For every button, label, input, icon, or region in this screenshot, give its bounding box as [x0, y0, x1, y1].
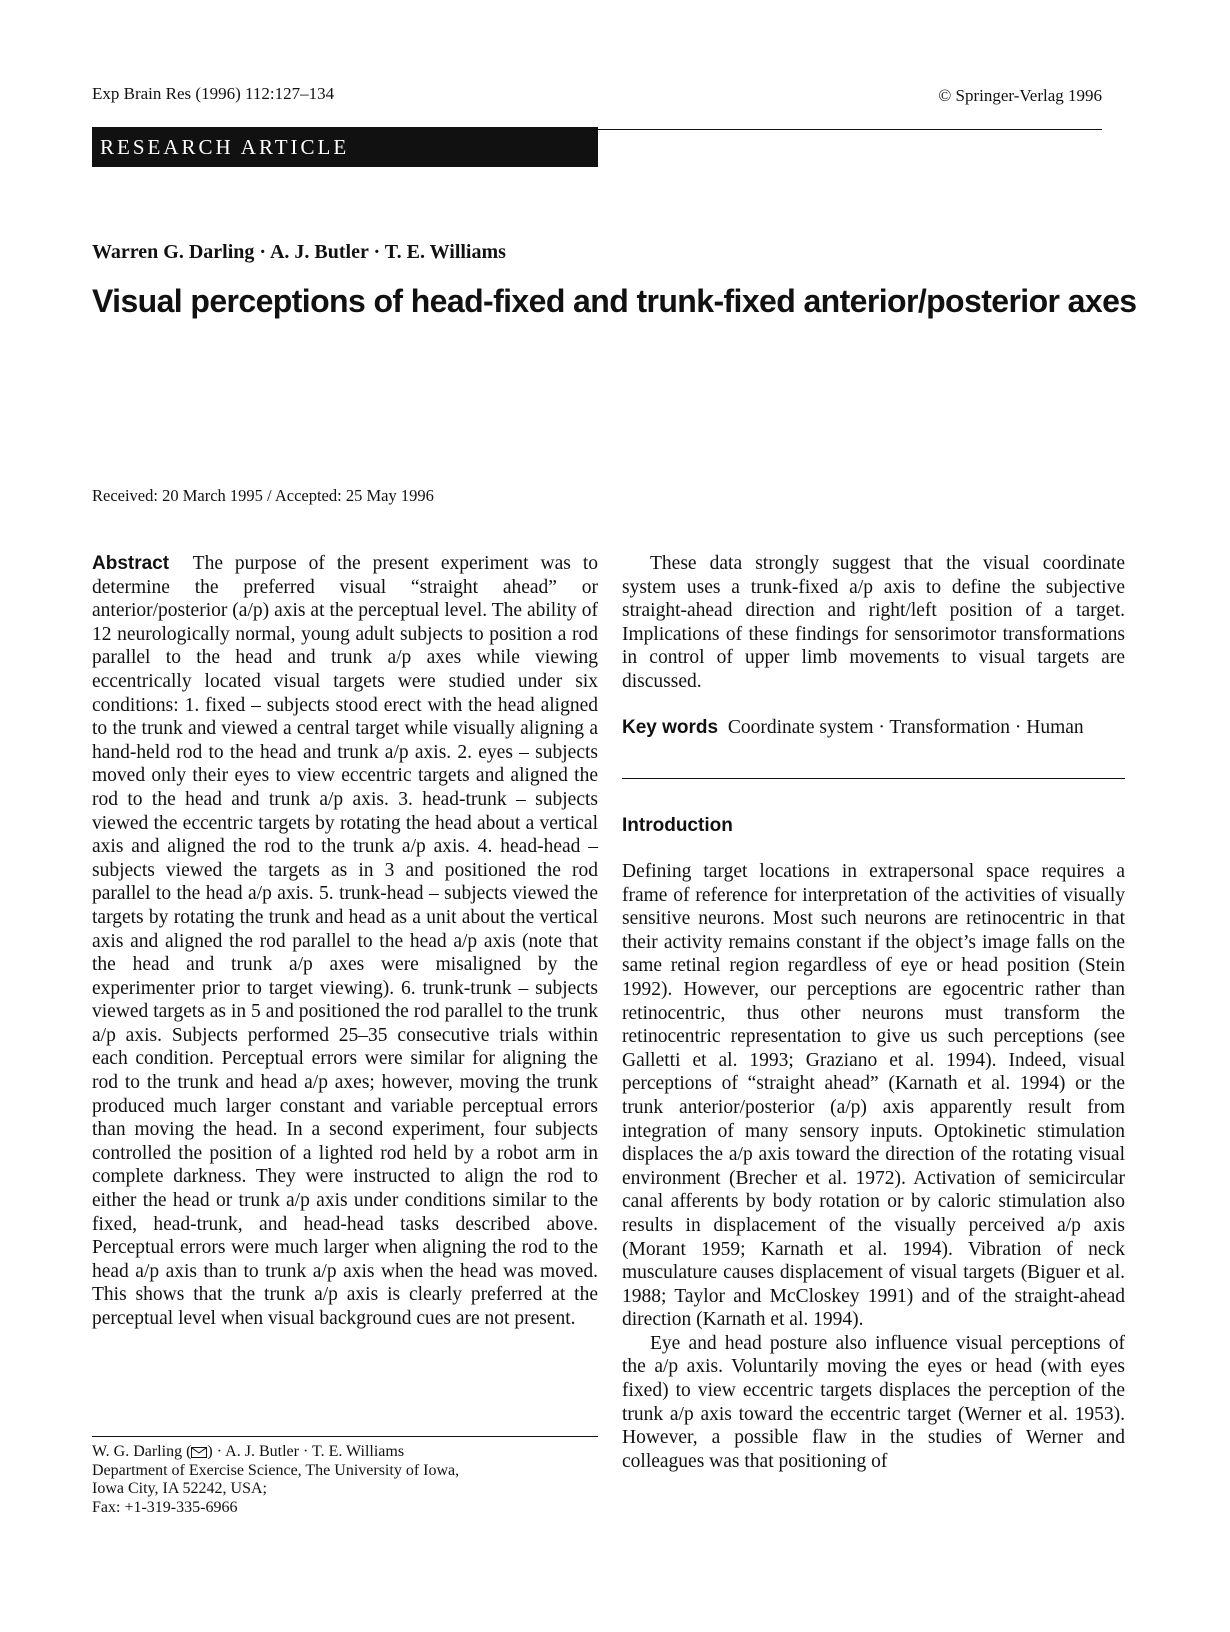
footnote-fax: Fax: +1-319-335-6966	[92, 1498, 238, 1516]
author-affiliation-footnote	[92, 1443, 598, 1517]
abstract-paragraph	[92, 552, 598, 1331]
footnote-rule	[92, 1436, 598, 1437]
abstract-text: The purpose of the present experiment was to determine the preferred visual “straight ahead” or anterior/posterior (a/p) axis at the perceptual level. The ability of 12 neurologically normal, young adult subjects to position a rod parallel to the head and trunk a/p axes while viewing eccentrically located visual targets were studied under six conditions: 1. fixed – subjects stood erect with the head aligned to the trunk and viewed a central target while visually aligning a hand-held rod to the head and trunk a/p axis. 2. eyes – subjects moved only their eyes to view eccentric targets and aligned the rod to the head and trunk a/p axis. 3. head-trunk – subjects viewed the eccentric targets by rotating the head about a vertical axis and aligned the rod to the trunk a/p axis. 4. head-head – subjects viewed the targets as in 3 and positioned the rod parallel to the head a/p axis. 5. trunk-head – subjects viewed the targets by rotating the trunk and head as a unit about the vertical axis and aligned the rod parallel to the head a/p axis (note that the head and trunk a/p axes were misaligned by the experimenter prior to target viewing). 6. trunk-trunk – subjects viewed targets as in 5 and positioned the rod parallel to the trunk a/p axis. Subjects performed 25–35 consecutive trials within each condition. Perceptual errors were similar for aligning the rod to the trunk and head a/p axes; however, moving the trunk produced much larger constant and variable perceptual errors than moving the head. In a second experiment, four subjects controlled the position of a lighted rod held by a robot arm in complete darkness. They were instructed to align the rod to either the head or trunk a/p axis under conditions similar to the fixed, head-trunk, and head-head tasks described above. Perceptual errors were much larger when aligning the rod to the head a/p axis than to trunk a/p axis when the head was moved. This shows that the trunk a/p axis is clearly preferred at the perceptual level when visual background cues are not present.	[92, 553, 599, 1329]
article-title: Visual perceptions of head-fixed and trunk-fixed anterior/posterior axes	[92, 283, 1137, 319]
abstract-continuation: These data strongly suggest that the visual coordinate system uses a trunk-fixed a/p axis to define the subjective straight-ahead direction and right/left position of a target. Implications of these findings for sensorimotor transformations in control of upper limb movements to visual targets are discussed.	[622, 553, 1125, 692]
abstract-continuation-section	[622, 552, 1125, 739]
received-accepted-dates: Received: 20 March 1995 / Accepted: 25 May 1996	[92, 486, 434, 505]
introduction-paragraph-2: Eye and head posture also influence visual perceptions of the a/p axis. Voluntarily moving the eyes or head (with eyes fixed) to view eccentric targets displaces the perception of the trunk a/p axis toward the eccentric target (Werner et al. 1953). However, a possible flaw in the studies of Werner and colleagues was that positioning of	[622, 1332, 1125, 1472]
envelope-icon	[191, 1447, 207, 1458]
introduction-paragraph-1: Defining target locations in extrapersonal space requires a frame of reference for interpretation of the activities of visually sensitive neurons. Most such neurons are retinocentric in that their activity remains constant if the object’s image falls on the same retinal region regardless of eye or head position (Stein 1992). However, our perceptions are egocentric rather than retinocentric, thus other neurons must transform the retinocentric representation to give us such perceptions (see Galletti et al. 1993; Graziano et al. 1994). Indeed, visual perceptions of “straight ahead” (Karnath et al. 1994) or the trunk anterior/posterior (a/p) axis apparently result from integration of many sensory inputs. Optokinetic stimulation displaces the a/p axis toward the direction of the rotating visual environment (Brecher et al. 1972). Activation of semicircular canal afferents by body rotation or by caloric stimulation also results in displacement of the visually perceived a/p axis (Morant 1959; Karnath et al. 1994). Vibration of neck musculature causes displacement of visual targets (Biguer et al. 1988; Taylor and McCloskey 1991) and of the straight-ahead direction (Karnath et al. 1994).	[622, 861, 1125, 1331]
introduction-heading: Introduction	[622, 815, 733, 836]
abstract-section	[92, 552, 598, 1331]
abstract-label: Abstract	[92, 553, 170, 574]
footnote-address: Iowa City, IA 52242, USA;	[92, 1480, 267, 1497]
keywords-text: Coordinate system · Transformation · Human	[727, 716, 1084, 738]
introduction-rule	[622, 778, 1125, 779]
publisher-copyright: © Springer-Verlag 1996	[938, 86, 1102, 105]
article-type-banner: RESEARCH ARTICLE	[92, 127, 598, 167]
footnote-authors: W. G. Darling ( ) · A. J. Butler · T. E. Williams	[92, 1443, 405, 1460]
keywords-label: Key words	[622, 716, 719, 738]
introduction-body	[622, 860, 1125, 1473]
author-list: Warren G. Darling · A. J. Butler · T. E. Williams	[92, 241, 506, 263]
footnote-department: Department of Exercise Science, The University of Iowa,	[92, 1461, 460, 1479]
journal-citation: Exp Brain Res (1996) 112:127–134	[92, 84, 335, 103]
keywords-paragraph	[622, 716, 1125, 740]
